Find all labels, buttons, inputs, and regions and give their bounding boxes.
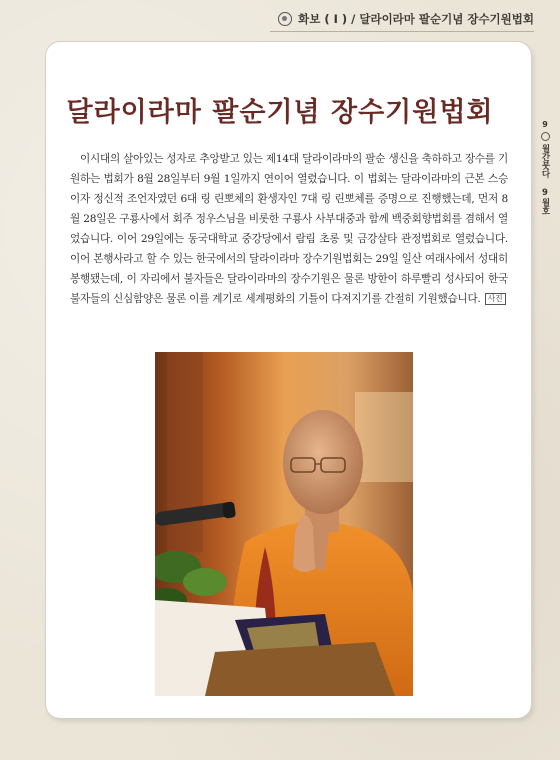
article-body <box>70 149 508 309</box>
dharma-wheel-icon <box>278 12 292 26</box>
article-body-text: 이시대의 살아있는 성자로 추앙받고 있는 제14대 달라이라마의 팔순 생신을 축하하고 장수를 기원하는 법회가 8월 28일부터 9월 1일까지 연이어 열렸습니다. 이 법회는 달라이라마의 근본 스승이자 정신적 조언자였던 6대 링 린뽀체의 환생자인 7대 링 린뽀체를 증명으로 진행했는데, 먼저 8월 28일은 구룡사에서 회주 정우스님을 비롯한 구룡사 사부대중과 함께 백중회향법회를 겸해서 열었습니다. 이어 29일에는 동국대학교 중강당에서 람림 초롱 및 금강살타 관정법회로 열렸습니다. 이어 본행사라고 할 수 있는 한국에서의 달라이라마 장수기원법회는 29일 일산 여래사에서 성대히 봉행됐는데, 이 자리에서 불자들은 달라이라마의 장수기원은 물론 방한이 하루빨리 성사되어 한국 불자들의 신심함양은 물론 이를 계기로 세계평화의 기틀이 다져지기를 간절히 기원했습니다. <box>70 153 508 305</box>
monk-photo <box>155 352 413 696</box>
running-title: 화보 ( Ⅰ ) / 달라이라마 팔순기념 장수기원법회 <box>298 12 534 26</box>
issue-label: 월간붓다 9월호 <box>540 144 550 215</box>
page-number: 9 <box>542 120 548 129</box>
monk-head <box>283 410 363 514</box>
monk-photo-illustration <box>155 352 413 696</box>
side-margin <box>537 120 553 215</box>
running-header <box>278 9 534 29</box>
dharma-wheel-icon <box>541 132 550 141</box>
end-mark-icon: 사진 <box>485 293 506 305</box>
article-title: 달라이라마 팔순기념 장수기원법회 <box>66 97 494 128</box>
header-divider <box>270 31 534 32</box>
